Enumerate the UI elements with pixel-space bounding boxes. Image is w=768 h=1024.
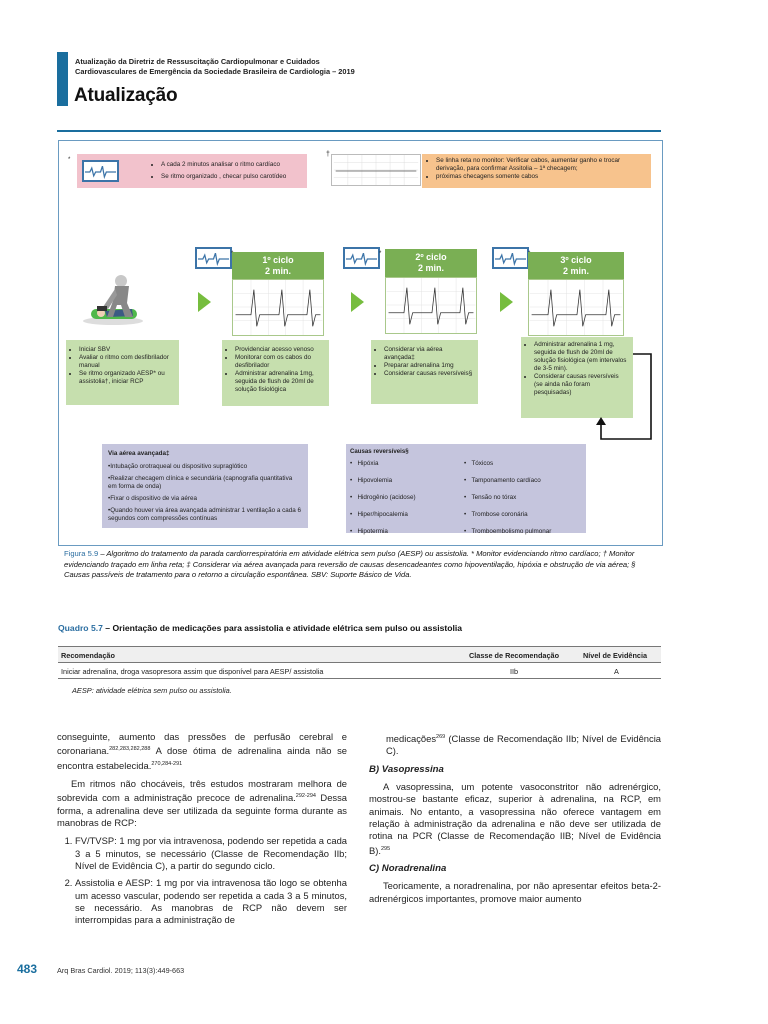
- step-2-box: [371, 340, 478, 404]
- table-header-row: [58, 646, 661, 663]
- cell-classe: IIb: [510, 667, 519, 676]
- right-paragraph-noradrenalina: Teoricamente, a noradrenalina, por não apresentar efeitos beta-2-adrenérgicos importantes, promove maior aumento: [369, 880, 661, 904]
- arrow-right-icon: [198, 292, 211, 312]
- step-1-box: [222, 340, 329, 406]
- cause-item: • Hiper/hipocalemia: [350, 511, 408, 518]
- cause-item: • Hipovolemia: [350, 477, 393, 484]
- caption-label: Figura 5.9: [64, 549, 99, 558]
- top-dagger: †: [326, 151, 330, 158]
- top-orange-item-1: • Se linha reta no monitor: Verificar cabos, aumentar ganho e trocar derivação, para confirmar Assitolia – 1ª checagem;: [436, 157, 645, 173]
- cycle1-monitor-icon: [195, 247, 232, 269]
- step-0-item-1: • Iniciar SBV: [79, 346, 174, 354]
- col-header-nivel: Nível de Evidência: [583, 651, 648, 660]
- causes-left-list: [350, 460, 462, 545]
- cause-item: • Tromboembolismo pulmonar: [464, 528, 552, 535]
- top-pink-panel: [77, 154, 307, 188]
- airway-item-1: •Intubação orotraqueal ou dispositivo supraglótico: [108, 463, 248, 470]
- cpr-illustration: [77, 269, 149, 327]
- section-title: Atualização: [74, 85, 178, 106]
- cause-item: • Hipóxia: [350, 460, 379, 467]
- causes-title: Causas reversíveis§: [350, 448, 409, 455]
- top-orange-item-2: • próximas checagens somente cabos: [436, 173, 645, 181]
- top-orange-panel: [422, 154, 651, 188]
- cycle3-monitor-icon: [492, 247, 529, 269]
- cause-item: • Tóxicos: [464, 460, 494, 467]
- airway-title: Via aérea avançada‡: [108, 450, 170, 457]
- adrenaline-list: [57, 835, 347, 926]
- step-2-item-1: • Considerar via aérea avançada‡: [384, 346, 473, 362]
- cell-nivel: A: [614, 667, 619, 676]
- left-paragraph-2: Em ritmos não chocáveis, três estudos mostraram melhora de sobrevida com a administração precoce de adrenalina.$^{292-294}$ Dessa forma, a adrenalina deve ser utilizada da seguinte forma durante as manobras de RCP:: [57, 778, 348, 829]
- step-0-item-3: • Se ritmo organizado AESP* ou assistolia†, iniciar RCP: [79, 370, 174, 386]
- cycle-3-header: [528, 252, 624, 279]
- quadro-table: [58, 646, 661, 679]
- loop-arrow-icon: [589, 351, 659, 443]
- page-number: 483: [17, 962, 38, 976]
- cycle-3-label: 3º ciclo: [560, 255, 592, 265]
- cycle2-star: *: [379, 251, 382, 257]
- quadro-title: [58, 623, 462, 633]
- step-1-item-1: • Providenciar acesso venoso: [235, 346, 324, 354]
- top-pink-item-1: • A cada 2 minutos analisar o ritmo cardíaco: [161, 161, 311, 169]
- step-0-item-2: • Avaliar o ritmo com desfibrilador manual: [79, 354, 174, 370]
- step-1-item-3: • Administrar adrenalina 1mg, seguida de flush de 20ml de solução fisiológica: [235, 370, 324, 394]
- left-paragraph-1: conseguinte, aumento das pressões de perfusão cerebral e coronariana.$^{282,283,282,288}$ A dose ótima de adrenalina ainda não se encontra estabelecida.$^{270,284-291}$: [57, 731, 347, 771]
- header-rule: [57, 130, 661, 132]
- ecg-panel-2: [385, 277, 477, 334]
- airway-box: [102, 444, 308, 528]
- causes-box: [346, 444, 586, 533]
- step-3-item-1: • Administrar adrenalina 1 mg, seguida de flush de 20ml de solução fisiológica (em intervalos de 3-5 min).: [534, 341, 628, 373]
- left-column: [57, 731, 347, 932]
- right-paragraph-vasopressina: A vasopressina, um potente vasoconstritor não adrenérgico, mostrou-se bastante eficaz, superior à adrenalina, na RCP, em animais. No entanto, a vasopressina não oferece vantagem em relação à administração da adrenalina e não deve ser utilizada de rotina na PCR (Classe de Recomendação IIB; Nível de Evidência B).$^{295}$: [369, 781, 661, 856]
- step-3-item-2: • Considerar causas reversíveis (se ainda não foram pesquisadas): [534, 373, 628, 397]
- header-line-2: Cardiovasculares de Emergência da Sociedade Brasileira de Cardiologia – 2019: [75, 67, 355, 76]
- right-column: [369, 731, 661, 911]
- cycle2-monitor-icon: [343, 247, 380, 269]
- col-header-classe: Classe de Recomendação: [469, 651, 560, 660]
- header-accent-bar: [57, 52, 68, 106]
- cause-item: • Tamponamento cardíaco: [464, 477, 541, 484]
- cycle-1-header: [232, 252, 324, 279]
- cycle-1-duration: 2 min.: [264, 266, 291, 276]
- cycle-1-label: 1º ciclo: [262, 255, 294, 265]
- flowchart-figure: [58, 140, 663, 546]
- ecg-panel-3: [528, 279, 624, 336]
- cause-item: • Tensão no tórax: [464, 494, 517, 501]
- top-pink-item-2: • Se ritmo organizado , checar pulso carotídeo: [161, 173, 311, 181]
- step-1-item-2: • Monitorar com os cabos do desfibrilador: [235, 354, 324, 370]
- cause-item: • Hipotermia: [350, 528, 388, 535]
- cycle-3-duration: 2 min.: [562, 266, 589, 276]
- list-item: 2. Assistolia e AESP: 1 mg por via intravenosa tão logo se obtenha um acesso vascular, podendo ser repetida a cada 3 a 5 minutos, se necessário. As manobras de RCP não devem ser interrompidas para a administração de: [75, 877, 347, 926]
- cycle-2-label: 2º ciclo: [415, 252, 447, 262]
- monitor-rhythm-icon: [82, 160, 119, 182]
- airway-item-3: •Fixar o dispositivo de via aérea: [108, 495, 198, 502]
- airway-item-2: •Realizar checagem clínica e secundária (capnografia quantitativa em forma de onda): [108, 475, 293, 490]
- subheading-noradrenalina: C) Noradrenalina: [369, 862, 447, 874]
- step-2-item-3: • Considerar causas reversíveis§: [384, 370, 473, 378]
- ecg-panel-1: [232, 279, 324, 336]
- cycle-2-header: [385, 249, 477, 277]
- arrow-right-icon: [500, 292, 513, 312]
- table-note: AESP: atividade elétrica sem pulso ou assistolia.: [72, 686, 232, 695]
- figure-caption: [64, 549, 659, 581]
- cell-recomendacao: Iniciar adrenalina, droga vasopresora assim que disponível para AESP/ assistolia: [61, 667, 324, 676]
- col-header-recomendacao: Recomendação: [61, 651, 115, 660]
- cause-item: • Trombose coronária: [464, 511, 528, 518]
- caption-text: – Algoritmo do tratamento da parada cardiorrespiratória em atividade elétrica sem pulso (AESP) ou assistolia. * Monitor evidenciando ritmo cardíaco; † Monitor evidenciando traçado em linha reta; ‡ Considerar via aérea avançada para reversão de causas desencadeantes como hipoventilação, hipóxia e obstrução de via aérea; § Causas passíveis de tratamento para o retorno a circulação espontânea. SBV: Suporte Básico de Vida.: [64, 549, 636, 580]
- step-2-item-2: • Preparar adrenalina 1mg: [384, 362, 473, 370]
- arrow-right-icon: [351, 292, 364, 312]
- cycle-2-duration: 2 min.: [417, 263, 444, 273]
- quadro-label: Quadro 5.7: [58, 623, 103, 633]
- step-0-box: [66, 340, 179, 405]
- quadro-title-text: – Orientação de medicações para assistolia e atividade elétrica sem pulso ou assistolia: [102, 623, 463, 633]
- cause-item: • Hidrogênio (acidose): [350, 494, 416, 501]
- list-item: 1. FV/TVSP: 1 mg por via intravenosa, podendo ser repetida a cada 3 a 5 minutos, se necessário (Classe de Recomendação IIb; Nível de Evidência C), a partir do segundo ciclo.: [75, 835, 347, 872]
- journal-citation: Arq Bras Cardiol. 2019; 113(3):449-663: [57, 966, 185, 975]
- header-line-1: Atualização da Diretriz de Ressuscitação Cardiopulmonar e Cuidados: [75, 57, 320, 66]
- subheading-vasopressina: B) Vasopressina: [369, 763, 444, 775]
- right-paragraph-0: medicações$^{269}$ (Classe de Recomendação IIb; Nível de Evidência C).: [386, 733, 661, 757]
- table-row: [58, 663, 661, 679]
- airway-item-4: •Quando houver via área avançada administrar 1 ventilação a cada 6 segundos com compressões contínuas: [108, 507, 301, 522]
- causes-right-list: [464, 460, 584, 545]
- flatline-monitor-icon: [331, 154, 421, 186]
- top-pink-star: *: [68, 157, 71, 163]
